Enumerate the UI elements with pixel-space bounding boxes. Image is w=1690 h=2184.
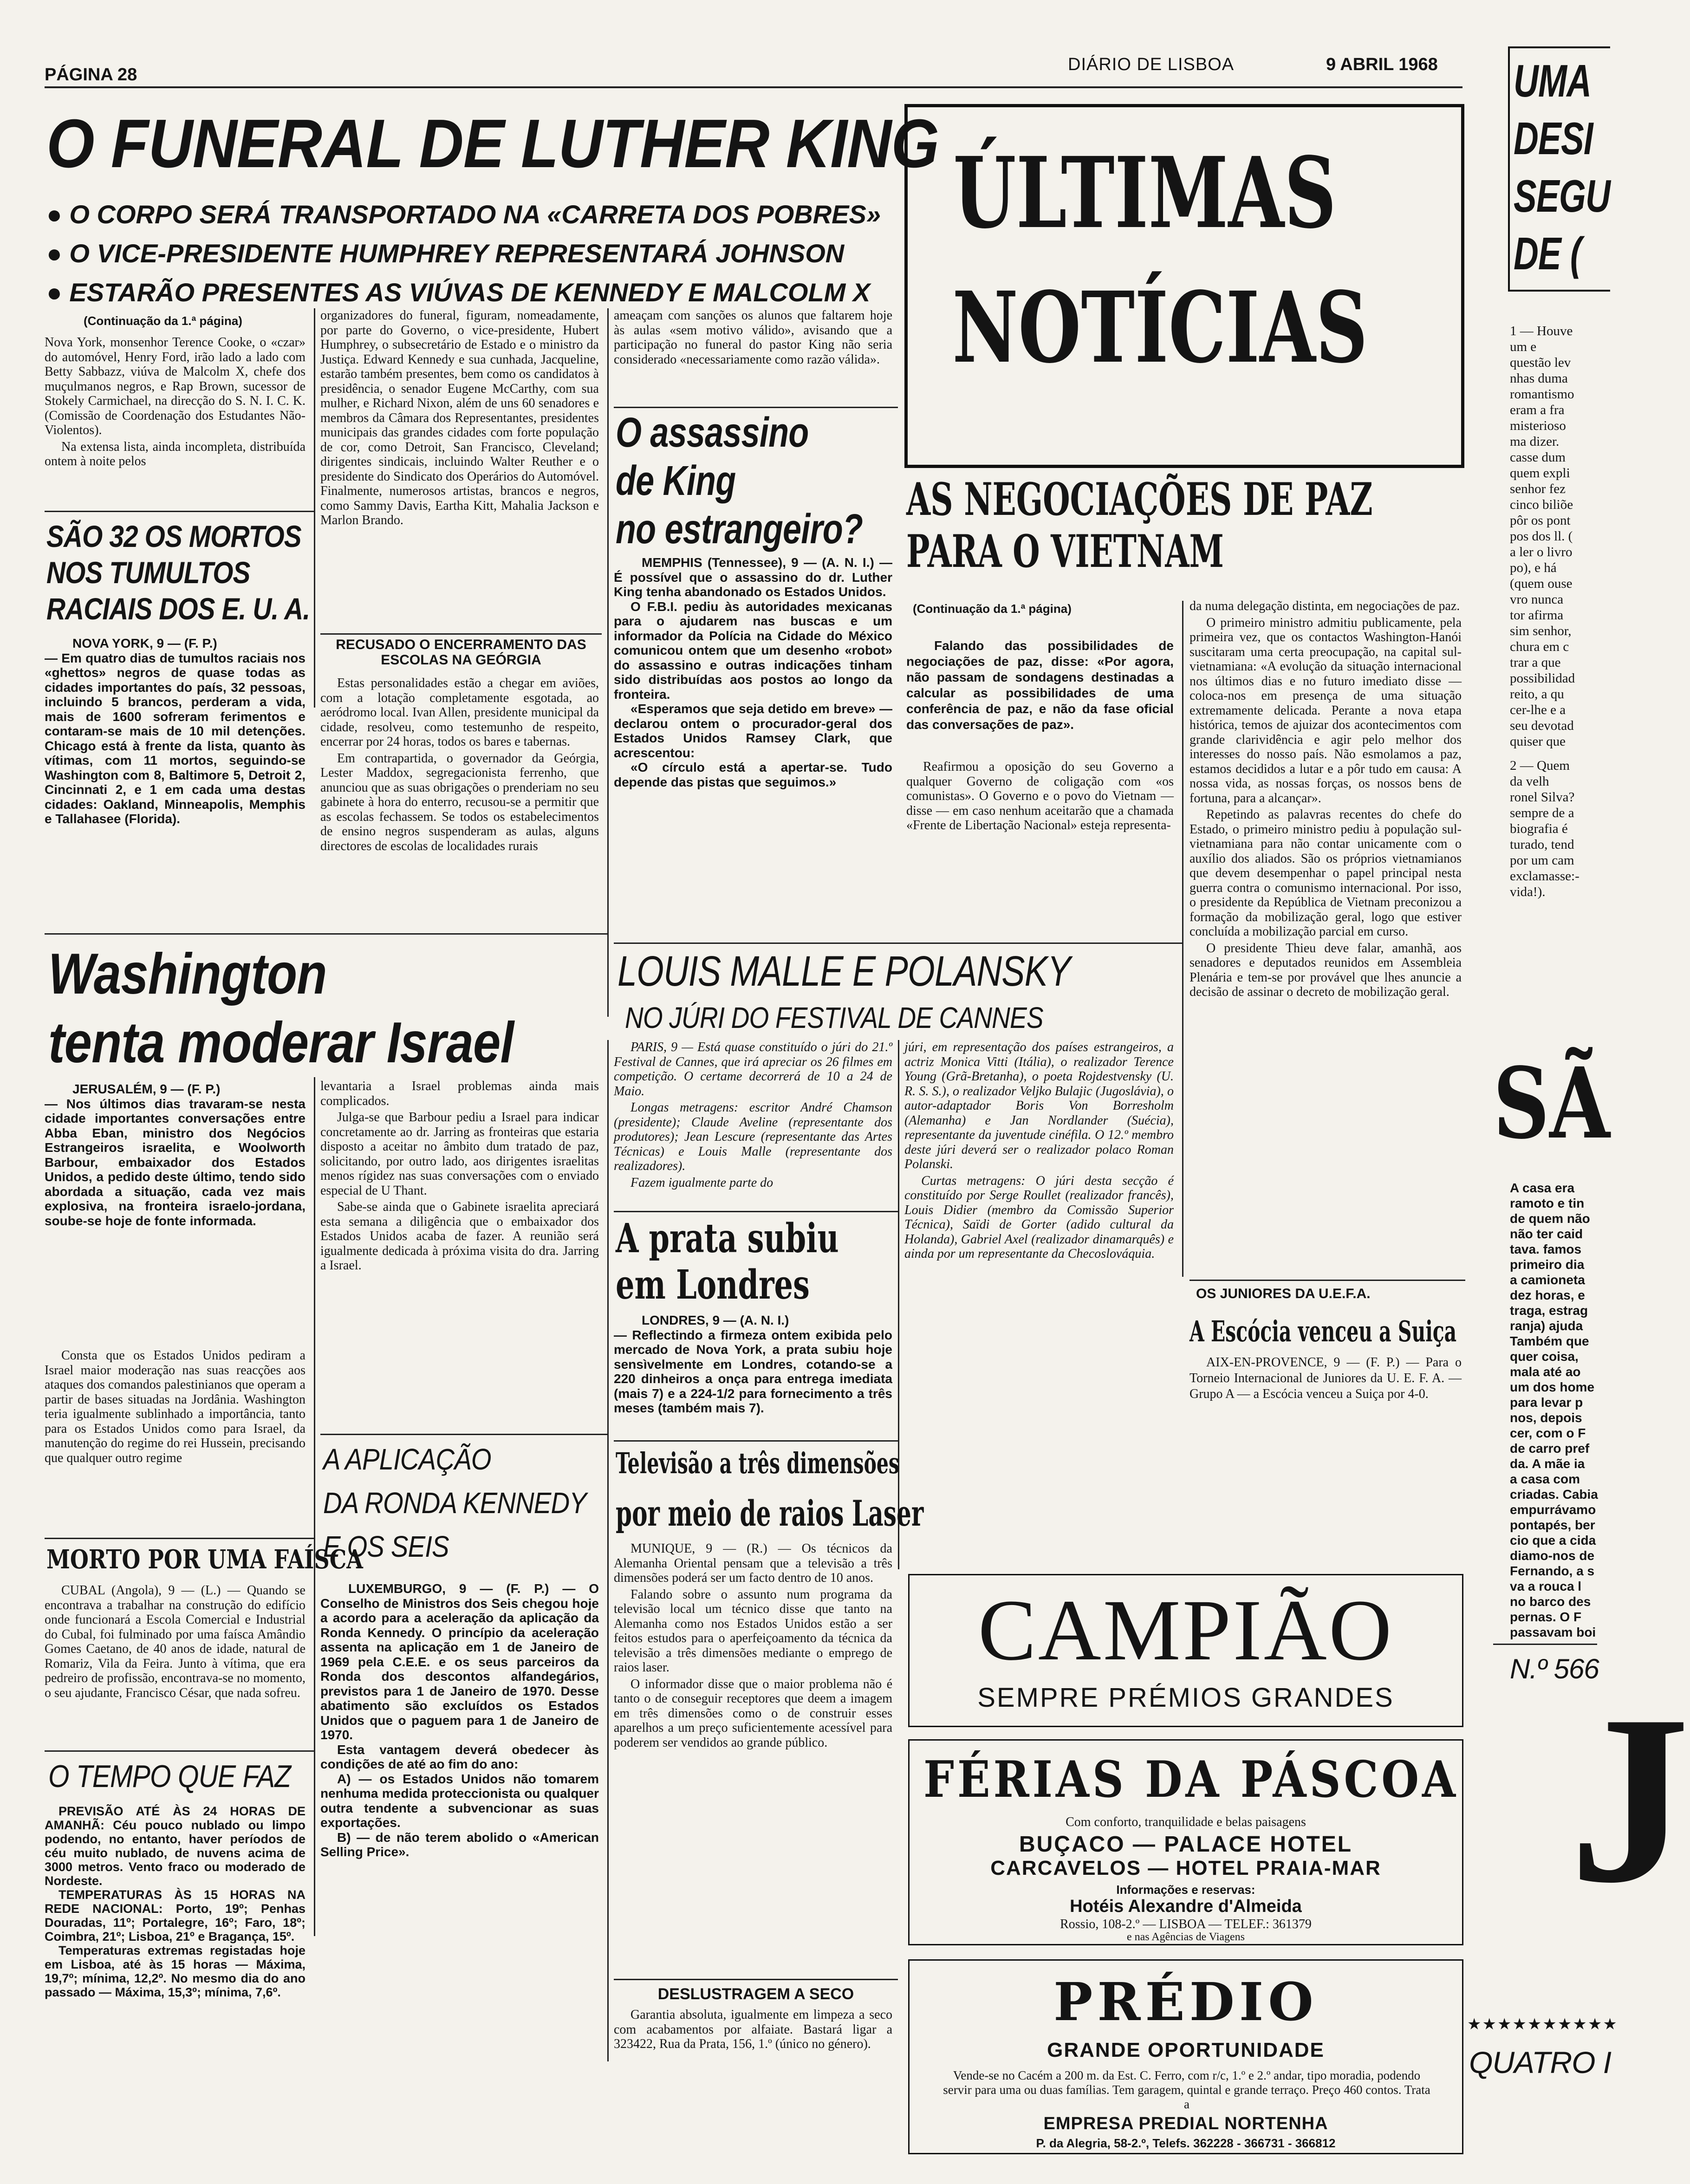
rightcol-line: ma dizer. <box>1510 434 1560 449</box>
vietnam-lead: Falando das possibilidades de negociações de paz, disse: «Por agora, não passam de sondagens destinadas a calcular as possibilidades de uma conferência de paz, e não da fase oficial das conversações de paz». <box>906 638 1174 732</box>
funeral-continuation: (Continuação da 1.ª página) <box>84 314 242 328</box>
assassino-text: MEMPHIS (Tennessee), 9 — (A. N. I.) — É possível que o assassino do dr. Luther King tenha abandonado os Estados Unidos. O F.B.I. pediu às autoridades mexicanas para o ajudarem nas buscas e um informador da Polícia na Cidade do México comunicou ontem que um desenho «robot» do assassino e outras indicações tinham sido distribuídas aos postos ao longo da fronteira. «Esperamos que seja detido em breve» — declarou ontem o procurador-geral dos Estados Unidos Ramsey Clark, que acrescentou: «O círculo está a apertar-se. Tudo depende das pistas que seguimos.» <box>614 555 892 789</box>
rightcol-line: pôr os pont <box>1510 513 1571 528</box>
column-rule <box>314 308 315 708</box>
rightcol-line: biografia é <box>1510 821 1568 836</box>
predio-ad <box>908 1959 1463 2154</box>
rightcol-line: turado, tend <box>1510 837 1574 852</box>
rightcol-line: de quem não <box>1510 1211 1590 1226</box>
bullet-item: ● O CORPO SERÁ TRANSPORTADO NA «CARRETA DOS POBRES» <box>46 200 881 229</box>
washington-lead: JERUSALÉM, 9 — (F. P.) — Nos últimos dias travaram-se nesta cidade importantes conversações entre Abba Eban, ministro dos Negócios Estrangeiros israelita, e Woolworth Barbour, embaixador dos Estados Unidos, a pedido deste último, tendo sido abordada a situação, cada vez mais explosiva, na fronteira israelo-jordana, soube-se hoje de fonte informada. <box>45 1082 306 1228</box>
rightcol-headline-box <box>1508 46 1610 292</box>
kennedy-dateline: LUXEMBURGO, 9 — (F. P.) — <box>348 1581 576 1596</box>
predio-text: Vende-se no Cacém a 200 m. da Est. C. Ferro, com r/c, 1.º e 2.º andar, tipo moradia, podendo servir para uma ou duas famílias. Tem garagem, quintal e grande terraço. Preço 460 contos. Trata a <box>943 2068 1430 2111</box>
rightcol-line: um e <box>1510 339 1537 354</box>
ferias-line6: Rossio, 108-2.º — LISBOA — TELEF.: 361379 <box>1060 1917 1312 1931</box>
section-rule <box>45 511 314 512</box>
funeral-text-col1: Nova York, monsenhor Terence Cooke, o «czar» do automóvel, Henry Ford, irão lado a lado com Betty Sabbazz, viúva de Malcolm X, chefe dos muçulmanos negros, e Rap Brown, sucessor de Stokely Carmichael, na direcção do S. N. I. C. K. (Comissão de Coordenação dos Estudantes Não-Violentos). Na extensa lista, ainda incompleta, distribuída ontem à noite pelos <box>45 335 306 468</box>
deslustragem-title: DESLUSTRAGEM A SECO <box>657 1985 854 2003</box>
rightcol-line: não ter caid <box>1510 1227 1583 1241</box>
escolas-title: RECUSADO O ENCERRAMENTO DAS ESCOLAS NA GEÓRGIA <box>336 637 586 668</box>
escocia-text: AIX-EN-PROVENCE, 9 — (F. P.) — Para o Torneio Internacional de Juniores da U. E. F. A. — Grupo A — a Escócia venceu a Suiça por 4-0. <box>1190 1355 1462 1401</box>
rightcol-line: misterioso <box>1510 418 1566 433</box>
column-rule <box>607 308 609 1017</box>
column-rule <box>1182 601 1183 1277</box>
tempo-headline: O TEMPO QUE FAZ <box>48 1759 291 1794</box>
rightcol-line: vro nunca <box>1510 592 1564 607</box>
rightcol-line: vida!). <box>1510 884 1546 899</box>
rightcol-line: exclamasse:- <box>1510 869 1580 884</box>
rightcol-num: N.º 566 <box>1510 1653 1599 1684</box>
campiao-slogan: SEMPRE PRÉMIOS GRANDES <box>977 1683 1394 1713</box>
campiao-name: CAMPIÃO <box>978 1581 1394 1678</box>
cannes-text-col1: PARIS, 9 — Está quase constituído o júri do 21.º Festival de Cannes, que irá apreciar os 26 filmes em competição. O certame decorrerá de 10 a 24 de Maio. Longas metragens: escritor André Chamson (presidente); Claude Aveline (representante dos produtores); Jean Lescure (representante das Artes Técnicas) e Louis Malle (representante dos realizadores). Fazem igualmente parte do <box>614 1040 892 1190</box>
rightcol-glyph: J <box>1569 1666 1690 1933</box>
rightcol-line: ranja) ajuda <box>1510 1319 1583 1333</box>
predio-subtitle: GRANDE OPORTUNIDADE <box>1047 2039 1325 2061</box>
rightcol-line: 2 — Quem <box>1510 758 1570 773</box>
rightcol-line: Fernando, a s <box>1510 1564 1595 1578</box>
campiao-ad <box>908 1574 1463 1727</box>
ferias-line7: e nas Agências de Viagens <box>1126 1931 1245 1943</box>
section-rule <box>45 933 607 935</box>
page-number: PÁGINA 28 <box>45 65 137 84</box>
tv-headline-1: Televisão a três dimensões <box>616 1446 899 1480</box>
rightcol-line: possibilidad <box>1510 671 1575 686</box>
rightcol-line: criadas. Cabia <box>1510 1487 1598 1502</box>
section-rule <box>614 407 898 408</box>
rightcol-line: chura em c <box>1510 639 1569 654</box>
rightcol-line: pontapés, ber <box>1510 1518 1595 1532</box>
rightcol-line: por um cam <box>1510 853 1574 868</box>
rightcol-line: va a rouca l <box>1510 1579 1582 1593</box>
mortos-text: NOVA YORK, 9 — (F. P.) — Em quatro dias de tumultos raciais nos «ghettos» negros de quase todas as cidades importantes do país, 32 pessoas, incluindo 5 brancos, perderam a vida, mais de 1600 sofreram ferimentos e contaram-se mais de 10 mil detenções. Chicago está à frente da lista, quanto às vítimas, com 11 mortos, seguindo-se Washington com 8, Baltimore 5, Detroit 2, Cincinnati 2, e 1 em cada uma destas cidades: Oakland, Minneapolis, Memphis e Tallahasee (Florida). <box>45 636 306 826</box>
ultimas-line1: ÚLTIMAS <box>953 136 1337 250</box>
rightcol-line: a casa com <box>1510 1472 1580 1486</box>
tv-headline-2: por meio de raios Laser <box>616 1493 924 1534</box>
cannes-text-col2: júri, em representação dos países estrangeiros, a actriz Monica Vitti (Itália), o realizador Terence Young (Grã-Bretanha), o poeta Rojdestvensky (U. R. S. S.), o realizador Veljko Bulajic (Jugoslávia), o autor-adaptador Boris Von Borresholm (Alemanha) e Jan Nordlander (Suécia), representante da juventude cinéfila. O 12.º membro deste júri deverá ser o realizador polaco Roman Polanski. Curtas metragens: O júri desta secção é constituído por Serge Roullet (realizador francês), Louis Didier (membro da Comissão Superior Técnica), Saïdi de Gorter (adido cultural da Holanda), Gabriel Axel (realizador dinamarquês) e ainda por um representante da Checoslováquia. <box>904 1040 1174 1261</box>
escocia-headline: A Escócia venceu a Suiça <box>1190 1314 1457 1348</box>
escocia-kicker: OS JUNIORES DA U.E.F.A. <box>1196 1286 1371 1301</box>
rightcol-line: A casa era <box>1510 1181 1575 1195</box>
issue-date: 9 ABRIL 1968 <box>1326 55 1438 74</box>
ferias-ad <box>908 1739 1463 1945</box>
rightcol-line: da velh <box>1510 774 1549 789</box>
rightcol-line: trar a que <box>1510 655 1561 670</box>
rightcol-line: reito, a qu <box>1510 687 1564 702</box>
cannes-headline-2: NO JÚRI DO FESTIVAL DE CANNES <box>625 1001 1043 1034</box>
tempo-text: PREVISÃO ATÉ ÀS 24 HORAS DE AMANHÃ: Céu pouco nublado ou limpo podendo, no entanto, haver períodos de céu muito nublado, de nuvens acima de 3000 metros. Vento fraco ou moderado de Nordeste. TEMPERATURAS ÀS 15 HORAS NA REDE NACIONAL: Porto, 19º; Penhas Douradas, 11º; Portalegre, 16º; Faro, 18º; Coimbra, 21º; Lisboa, 21º e Bragança, 15º. Temperaturas extremas registadas hoje em Lisboa, até às 15 horas — Máxima, 19,7º; mínima, 12,2º. No mesmo dia do ano passado — Máxima, 15,3º; mínima, 7,6º. <box>45 1804 306 1999</box>
rightcol-line: para levar p <box>1510 1395 1583 1410</box>
tv-text: MUNIQUE, 9 — (R.) — Os técnicos da Alemanha Oriental pensam que a televisão a três dimensões poderá ser um facto dentro de 10 anos. Falando sobre o assunto num programa da televisão local um técnico disse que tanto na Alemanha como nos Estados Unidos estão a ser feitos estudos para o aperfeiçoamento da técnica da televisão a três dimensões mediante o emprego de raios laser. O informador disse que o maior problema não é tanto o de conseguir receptores que deem a imagem em três dimensões como o de construir esses aparelhos a um preço suficientemente acessível para poderem ser vendidos ao grande público. <box>614 1541 892 1750</box>
column-rule <box>607 1040 609 2061</box>
ultimas-noticias-box <box>904 104 1464 468</box>
rightcol-line: cer, com o F <box>1510 1426 1586 1440</box>
rightcol-line: diamo-nos de <box>1510 1548 1595 1563</box>
rightcol-line: mala até ao <box>1510 1365 1581 1379</box>
assassino-headline: O assassino de King no estrangeiro? <box>616 410 863 552</box>
washington-dateline: JERUSALÉM, 9 — (F. P.) <box>72 1082 221 1096</box>
funeral-text-col2: organizadores do funeral, figuram, nomeadamente, por parte do Governo, o vice-presidente, Hubert Humphrey, o subsecretário de Estado e o ministro da Justiça. Edward Kennedy e sua cunhada, Jacqueline, estarão também presentes, bem como os candidatos à presidência, o senador Eugene McCarthy, com sua mulher, e Richard Nixon, além de uns 60 senadores e membros da Câmara dos Representantes, presidentes municipais das grandes cidades com forte população de cor, como Detroit, San Francisco, Cleveland; dirigentes sindicais, incluindo Walter Reuther e o presidente do Sindicato dos Operários do Automóvel. Finalmente, numerosos artistas, brancos e negros, como Sammy Davis, Eartha Kitt, Mahalia Jackson e Marlon Brando. <box>320 308 599 527</box>
rightcol-line: romantismo <box>1510 387 1574 402</box>
rightcol-line: quem expli <box>1510 466 1570 481</box>
washington-headline: Washington tenta moderar Israel <box>48 942 514 1075</box>
mortos-headline: SÃO 32 OS MORTOS NOS TUMULTOS RACIAIS DOS E. U. A. <box>46 519 310 626</box>
mortos-dateline: NOVA YORK, 9 — (F. P.) <box>72 636 217 650</box>
column-rule <box>898 1040 899 1569</box>
rightcol-line: quiser que <box>1510 734 1566 749</box>
rightcol-line: um dos home <box>1510 1380 1595 1394</box>
rightcol-line: seu devotad <box>1510 718 1574 733</box>
rightcol-line: cer-lhe e a <box>1510 702 1566 717</box>
rightcol-line: de carro pref <box>1510 1441 1590 1456</box>
ferias-line4: Informações e reservas: <box>1116 1883 1255 1897</box>
section-rule <box>45 1538 314 1539</box>
assassino-dateline: MEMPHIS (Tennessee), 9 — (A. N. I.) — <box>642 555 892 570</box>
rightcol-line: primeiro dia <box>1510 1257 1585 1272</box>
rightcol-sa: SÃ <box>1493 1046 1610 1161</box>
prata-dateline: LONDRES, 9 — (A. N. I.) <box>642 1313 789 1327</box>
ferias-line1: Com conforto, tranquilidade e belas paisagens <box>1066 1815 1306 1829</box>
prata-headline: A prata subiu em Londres <box>616 1215 839 1308</box>
washington-text-col2: levantaria a Israel problemas ainda mais complicados. Julga-se que Barbour pediu a Israel para indicar concretamente ao dr. Jarring as fronteiras que estaria disposto a aceitar no âmbito dum tratado de paz, solicitando, por outro lado, aos dirigentes israelitas menos rígidez nas suas conversações com o enviado especial de U Thant. Sabe-se ainda que o Gabinete israelita apreciará esta semana a diligência que o embaixador dos Estados Unidos acaba de fazer. A reunião será igualmente dedicada à próxima visita do dra. Jarring a Israel. <box>320 1079 599 1273</box>
rightcol-text-1 <box>1510 323 1598 900</box>
rightcol-line: dez horas, e <box>1510 1288 1585 1302</box>
spacer <box>1510 749 1598 758</box>
vietnam-continuation: (Continuação da 1.ª página) <box>913 602 1072 616</box>
rightcol-line: traga, estrag <box>1510 1303 1588 1318</box>
deslustragem-text: Garantia absoluta, igualmente em limpeza a seco com acabamentos por alfaiate. Bastará ligar a 323422, Rua da Prata, 156, 1.º (único no género). <box>614 2008 892 2051</box>
rightcol-line: tor afirma <box>1510 608 1564 623</box>
vietnam-text-col1: Reafirmou a oposição do seu Governo a qualquer Governo de coligação com «os comunistas». O Governo e o povo do Vietnam — disse — em caso nenhum aceitarão que a chamada «Frente de Libertação Nacional» esteja representa- <box>906 760 1174 832</box>
rightcol-headline: UMA DESI SEGU DE ( <box>1514 55 1611 279</box>
faisca-headline: MORTO POR UMA FAÍSCA <box>46 1544 363 1575</box>
rightcol-line: nos, depois <box>1510 1410 1582 1425</box>
rightcol-line: po), e há <box>1510 560 1557 575</box>
rightcol-line: pos dos ll. ( <box>1510 529 1573 544</box>
paper-name: DIÁRIO DE LISBOA <box>1068 55 1235 74</box>
ferias-title: FÉRIAS DA PÁSCOA <box>923 1750 1459 1809</box>
rightcol-line: cio que a cida <box>1510 1533 1596 1547</box>
section-rule <box>1493 1644 1597 1645</box>
bullet-item: ● O VICE-PRESIDENTE HUMPHREY REPRESENTARÁ JOHNSON <box>46 239 845 268</box>
rightcol-line: sempre de a <box>1510 806 1574 820</box>
ultimas-line2: NOTÍCIAS <box>952 270 1368 385</box>
rightcol-line: no barco des <box>1510 1594 1591 1609</box>
funeral-bullets <box>46 195 901 312</box>
rightcol-line: questão lev <box>1510 355 1571 370</box>
rightcol-line: ramoto e tin <box>1510 1196 1585 1210</box>
rightcol-line: a ler o livro <box>1510 545 1573 559</box>
section-rule <box>614 942 1182 944</box>
column-rule <box>314 1077 315 1936</box>
vietnam-headline: AS NEGOCIAÇÕES DE PAZ PARA O VIETNAM <box>906 473 1373 578</box>
rightcol-line: empurrávamo <box>1510 1502 1596 1517</box>
rightcol-line: Também que <box>1510 1334 1589 1348</box>
kennedy-headline: A APLICAÇÃO DA RONDA KENNEDY E OS SEIS <box>323 1443 586 1563</box>
rightcol-stars: ★★★★★★★★★★ <box>1467 2016 1618 2033</box>
rightcol-line: a camioneta <box>1510 1273 1585 1287</box>
section-rule <box>45 1750 314 1752</box>
ferias-line5: Hotéis Alexandre d'Almeida <box>1070 1897 1302 1916</box>
predio-company: EMPRESA PREDIAL NORTENHA <box>1043 2114 1328 2133</box>
predio-title: PRÉDIO <box>1053 1972 1318 2033</box>
rightcol-line: ronel Silva? <box>1510 790 1575 805</box>
ferias-line3: CARCAVELOS — HOTEL PRAIA-MAR <box>990 1857 1381 1879</box>
rightcol-line: quer coisa, <box>1510 1349 1579 1364</box>
rightcol-line: nhas duma <box>1510 371 1568 386</box>
section-rule <box>320 633 602 635</box>
washington-text-col1: Consta que os Estados Unidos pediram a Israel maior moderação nas suas reacções aos ataques dos comandos palestinianos que operam a partir de bases situadas na Jordânia. Washington teria igualmente sublinhado a importância, tanto para os Estados Unidos como para Israel, da manutenção do regime do rei Hussein, precisando que qualquer outro regime <box>45 1348 306 1465</box>
bullet-item: ● ESTARÃO PRESENTES AS VIÚVAS DE KENNEDY E MALCOLM X <box>46 278 871 307</box>
section-rule <box>614 1211 898 1212</box>
kennedy-text: LUXEMBURGO, 9 — (F. P.) — O Conselho de Ministros dos Seis chegou hoje a acordo para a aceleração da aplicação da Ronda Kennedy. O princípio da aceleração assenta na aplicação em 1 de Janeiro de 1969 pela C.E.E. e os seus parceiros da Ronda dos descontos alfandegários, previstos para 1 de Janeiro de 1970. Desse abatimento são excluídos os Estados Unidos que o paguem para 1 de Janeiro de 1970. Esta vantagem deverá obedecer às condições de até ao fim do ano: A) — os Estados Unidos não tomarem nenhuma medida proteccionista ou qualquer outra tendente a subvencionar as suas exportações. B) — de não terem abolido o «American Selling Price». <box>320 1581 599 1859</box>
funeral-text-col3: ameaçam com sanções os alunos que faltarem hoje às aulas «sem motivo válido», avisando que a participação no funeral do pastor King não seria considerado «necessariamente como razão válida». <box>614 308 892 367</box>
rightcol-line: tava. famos <box>1510 1242 1582 1256</box>
cannes-headline-1: LOUIS MALLE E POLANSKY <box>618 948 1071 995</box>
section-rule <box>1190 1280 1465 1281</box>
rightcol-line: 1 — Houve <box>1510 324 1573 338</box>
rightcol-line: (quem ouse <box>1510 576 1573 591</box>
rightcol-line: passavam boi <box>1510 1625 1596 1639</box>
rightcol-text-3 <box>1510 1180 1598 1640</box>
section-rule <box>614 1440 898 1442</box>
rightcol-line: da. A mãe ia <box>1510 1456 1585 1471</box>
section-rule <box>614 1979 898 1980</box>
funeral-headline: O FUNERAL DE LUTHER KING <box>46 105 939 182</box>
rightcol-quatro: QUATRO I <box>1469 2045 1612 2080</box>
predio-address: P. da Alegria, 58-2.º, Telefs. 362228 - 366731 - 366812 <box>1036 2136 1336 2150</box>
rightcol-line: cinco biliõe <box>1510 497 1573 512</box>
faisca-text: CUBAL (Angola), 9 — (L.) — Quando se encontrava a trabalhar na construção do edifício onde funcionará a Escola Comercial e Industrial do Cubal, foi fulminado por uma faísca Amândio Gomes Caetano, de 40 anos de idade, natural de Romariz, Vila da Feira. Junto à vítima, que era pedreiro de profissão, encontrava-se no momento, o seu ajudante, Francisco César, que nada sofreu. <box>45 1583 306 1700</box>
vietnam-text-col2: da numa delegação distinta, em negociações de paz. O primeiro ministro admitiu publicamente, pela primeira vez, que os contactos Washington-Hanói suscitaram uma certa preocupação, na capital sul-vietnamiana: «A evolução da situação internacional nos últimos dias e no futuro imediato disse — coloca-nos em presença de uma situação extremamente delicada. Perante a nova etapa histórica, temos de ajuizar dos acontecimentos com grande clarividência e agir pelo melhor dos interesses do nosso país. Não esmolamos a paz, estamos decididos a lutar e a pôr tudo em causa: A nossa vida, as nossas forças, os nossos bens de fortuna, para a alcançar». Repetindo as palavras recentes do chefe do Estado, o primeiro ministro pediu à população sul-vietnamiana para não contar unicamente com o auxílio dos aliados. São os próprios vietnamianos que devem desempenhar o papel principal nesta guerra contra o comunismo internacional. Por isso, o presidente da República de Vietnam preconizou a formação da mobilização geral, logo que estiver concluída a mobilização parcial em curso. O presidente Thieu deve falar, amanhã, aos senadores e deputados reunidos em Assembleia Plenária e tem-se por provável que lhes anuncie a decisão de assinar o decreto de mobilização geral. <box>1190 599 1462 999</box>
rightcol-line: senhor fez <box>1510 481 1566 496</box>
section-rule <box>320 1434 607 1435</box>
masthead-rule <box>45 86 1462 88</box>
prata-text: LONDRES, 9 — (A. N. I.) — Reflectindo a firmeza ontem exibida pelo mercado de Nova York, a prata subiu hoje sensìvelmente em Londres, cotando-se a 220 dinheiros a onça para entrega imediata (mais 7) e a 224-1/2 para fornecimento a três meses (também mais 7). <box>614 1313 892 1415</box>
rightcol-line: casse dum <box>1510 450 1566 465</box>
ferias-line2: BUÇACO — PALACE HOTEL <box>1019 1832 1353 1857</box>
escolas-text: Estas personalidades estão a chegar em aviões, com a lotação completamente esgotada, ao aeródromo local. Ivan Allen, presidente municipal da cidade, resolveu, como testemunho de respeito, encerrar por 24 horas, todos os bares e tabernas. Em contrapartida, o governador da Geórgia, Lester Maddox, segregacionista ferrenho, que anunciou que as suas obrigações o prenderiam no seu gabinete à hora do enterro, recusou-se a permitir que as escolas fechassem. Se todos os estabelecimentos de ensino negros suspenderam as aulas, alguns directores de escolas de localidades rurais <box>320 676 599 853</box>
rightcol-line: pernas. O F <box>1510 1610 1582 1624</box>
rightcol-line: sim senhor, <box>1510 624 1572 638</box>
rightcol-line: eram a fra <box>1510 403 1565 417</box>
